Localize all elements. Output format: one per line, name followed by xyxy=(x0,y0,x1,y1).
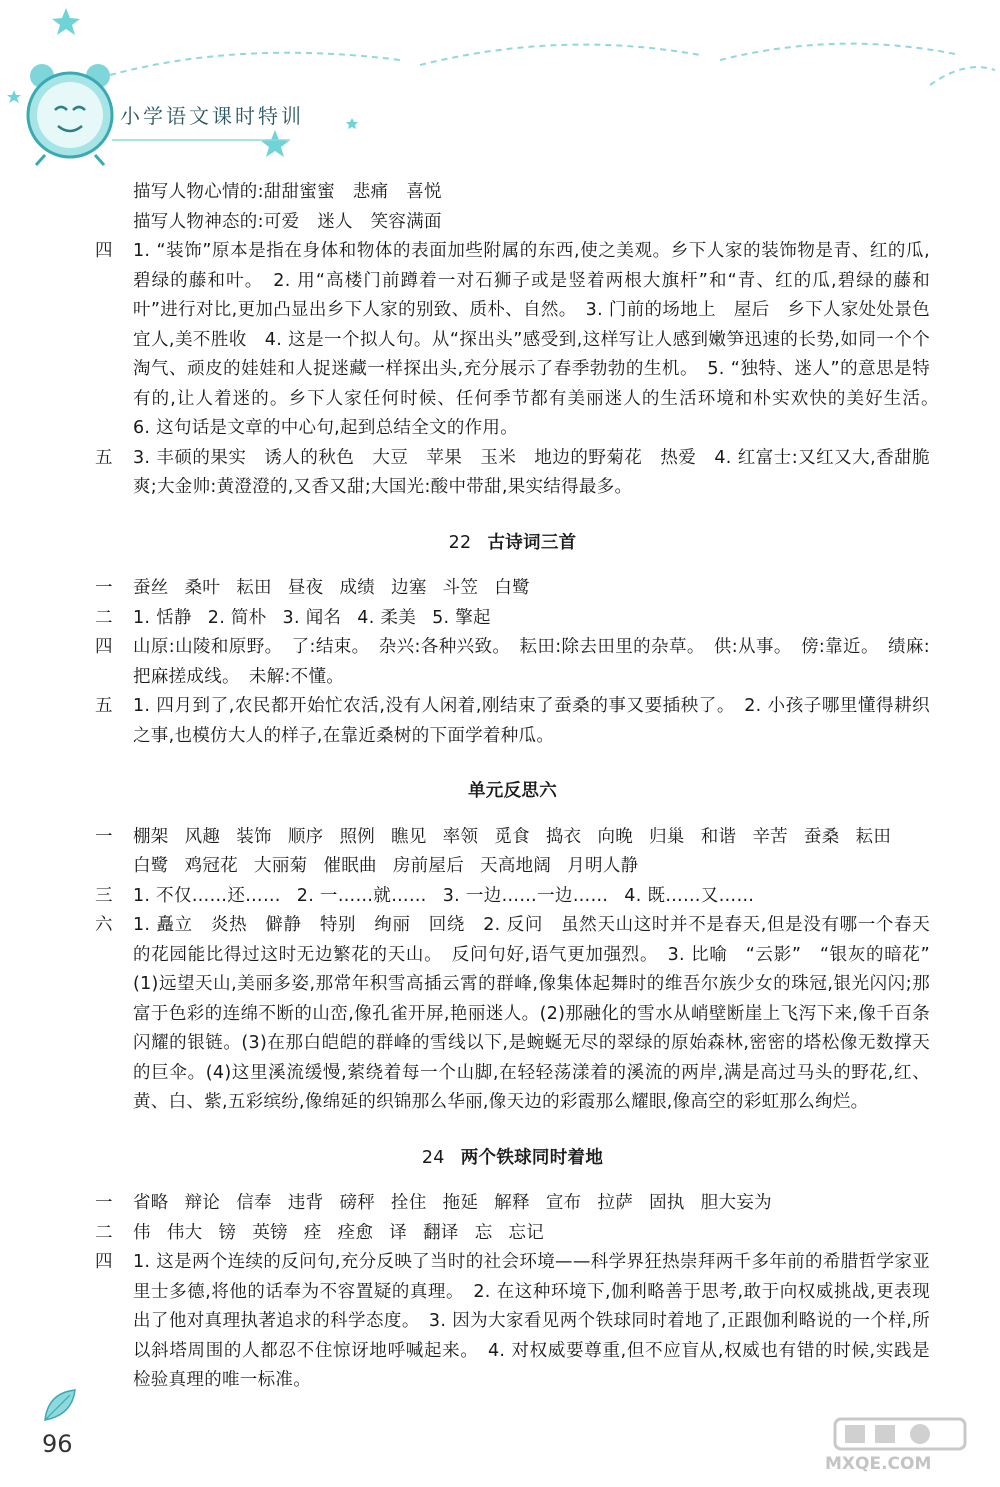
watermark-text: MXQE.COM xyxy=(825,1454,932,1474)
page-number: 96 xyxy=(42,1430,73,1458)
word-item: 月明人静 xyxy=(567,856,639,876)
word-list xyxy=(133,882,930,912)
word-item: 边塞 xyxy=(391,578,427,598)
watermark xyxy=(815,1415,990,1479)
word-item: 昼夜 xyxy=(287,578,324,598)
word-item: 宣布 xyxy=(545,1193,582,1213)
star-icon xyxy=(7,90,21,103)
word-item: 天高地阔 xyxy=(480,856,552,876)
answer-block xyxy=(95,237,948,444)
word-list xyxy=(133,574,930,604)
word-item: 白鹭 xyxy=(494,578,530,598)
question-number: 六 xyxy=(95,915,113,935)
word-item: 拖延 xyxy=(442,1193,479,1213)
word-item: 翻译 xyxy=(423,1222,459,1243)
word-item: 固执 xyxy=(649,1193,685,1213)
word-item: 和谐 xyxy=(700,826,737,847)
word-item: 拴住 xyxy=(391,1193,427,1213)
star-icon xyxy=(346,118,358,129)
word-list xyxy=(133,823,930,882)
word-item: 5. 擎起 xyxy=(432,607,491,628)
answer-text: 1. “装饰”原本是指在身体和物体的表面加些附属的东西,使之美观。乡下人家的装饰物是青、红的瓜,碧绿的藤和叶。 2. 用“高楼门前蹲着一对石狮子或是竖着两根大旗杆”和“青、红的瓜,碧绿的藤和叶”进行对比,更加凸显出乡下人家的别致、质朴、自然。 3. 门前的场地上 屋后 乡下人家处处景色宜人,美不胜收 4. 这是一个拟人句。从“探出头”感受到,这样写让人感到嫩笋迅速的长势,如同一个个淘气、顽皮的娃娃和人捉迷藏一样探出头,充分展示了春季勃勃的生机。 5. “独特、迷人”的意思是特有的,让人着迷的。乡下人家任何时候、任何季节都有美丽迷人的生活环境和朴实欢快的美好生活。 6. 这句话是文章的中心句,起到总结全文的作用。 xyxy=(133,241,948,438)
word-item: 瞧见 xyxy=(391,826,427,847)
word-item: 斗笠 xyxy=(442,578,479,598)
question-number: 三 xyxy=(95,885,113,906)
word-item: 忘 xyxy=(474,1222,493,1243)
word-item: 装饰 xyxy=(236,826,272,847)
word-item: 译 xyxy=(389,1222,408,1243)
question-number: 一 xyxy=(95,578,113,598)
word-item: 2. 简朴 xyxy=(207,607,267,628)
leaf-icon xyxy=(40,1385,80,1425)
word-list xyxy=(133,1189,930,1219)
word-item: 忘记 xyxy=(508,1222,545,1243)
word-item: 蚕桑 xyxy=(803,826,840,847)
word-item: 房前屋后 xyxy=(392,856,465,876)
answer-block xyxy=(95,574,930,604)
answer-block xyxy=(95,444,930,503)
book-title: 小学语文课时特训 xyxy=(120,104,304,128)
answer-text: 山原:山陵和原野。 了:结束。 杂兴:各种兴致。 耘田:除去田里的杂草。 供:从事。 傍:靠近。 绩麻:把麻搓成线。 未解:不懂。 xyxy=(133,637,930,687)
word-item: 1. 恬静 xyxy=(133,607,192,628)
word-item: 归巢 xyxy=(649,826,685,847)
header-swoosh xyxy=(420,45,700,65)
word-line xyxy=(133,852,930,882)
lesson-number: 22 xyxy=(448,532,472,553)
question-number: 四 xyxy=(95,637,113,657)
word-item: 成绩 xyxy=(339,578,376,598)
word-item: 伟 xyxy=(133,1222,151,1243)
question-number: 四 xyxy=(95,241,113,261)
intro-line: 描写人物心情的:甜甜蜜蜜 悲痛 喜悦 xyxy=(133,182,442,202)
word-item: 英镑 xyxy=(252,1222,288,1243)
watermark-logo-icon xyxy=(815,1415,990,1475)
question-number: 四 xyxy=(95,1252,113,1272)
clock-mascot-icon xyxy=(28,64,112,165)
header-decoration xyxy=(0,0,1000,170)
word-item: 辛苦 xyxy=(752,826,788,847)
question-number: 五 xyxy=(95,447,113,468)
word-item: 省略 xyxy=(133,1193,169,1213)
section-title xyxy=(95,529,930,559)
word-item: 1. 不仅……还…… xyxy=(133,885,281,906)
word-item: 觅食 xyxy=(494,826,530,847)
word-item: 3. 一边……一边…… xyxy=(442,885,609,906)
word-item: 蚕丝 xyxy=(133,578,169,598)
word-item: 向晚 xyxy=(597,826,634,847)
word-item: 4. 柔美 xyxy=(357,607,417,628)
word-item: 胆大妄为 xyxy=(700,1193,772,1213)
answer-block xyxy=(95,823,930,882)
word-item: 违背 xyxy=(287,1193,324,1213)
intro-line: 描写人物神态的:可爱 迷人 笑容满面 xyxy=(133,211,442,232)
word-item: 拉萨 xyxy=(597,1193,634,1213)
lesson-number: 24 xyxy=(421,1147,445,1168)
answer-block xyxy=(95,604,930,634)
star-icon xyxy=(261,130,289,157)
word-item: 痊 xyxy=(303,1222,322,1243)
word-item: 捣衣 xyxy=(545,826,582,847)
answer-block xyxy=(95,633,930,692)
section-title xyxy=(95,1144,930,1174)
page-header xyxy=(0,0,1000,170)
word-list xyxy=(133,1219,930,1249)
word-item: 风趣 xyxy=(184,826,221,847)
word-item: 磅秤 xyxy=(339,1193,376,1213)
answer-text: 1. 矗立 炎热 僻静 特别 绚丽 回绕 2. 反问 虽然天山这时并不是春天,但是没有哪一个春天的花园能比得过这时无边繁花的天山。 反问句好,语气更加强烈。 3. 比喻 “云影” “银灰的暗花” (1)远望天山,美丽多姿,那常年积雪高插云霄的群峰,像集体起舞时的维吾尔族少女的珠冠,银光闪闪;那富于色彩的连绵不断的山峦,像孔雀开屏,艳丽迷人。(2)那融化的雪水从峭壁断崖上飞泻下来,像千百条闪耀的银链。(3)在那白皑皑的群峰的雪线以下,是蜿蜒无尽的翠绿的原始森林,密密的塔松像无数撑天的巨伞。(4)这里溪流缓慢,萦绕着每一个山脚,在轻轻荡漾着的溪流的两岸,满是高过马头的野花,红、黄、白、紫,五彩缤纷,像绵延的织锦那么华丽,像天边的彩霞那么耀眼,像高空的彩虹那么绚烂。 xyxy=(133,915,948,1112)
word-item: 镑 xyxy=(218,1222,237,1243)
star-icon xyxy=(52,8,80,35)
question-number: 二 xyxy=(95,607,113,628)
answer-text: 1. 四月到了,农民都开始忙农活,没有人闲着,刚结束了蚕桑的事又要插秧了。 2. 小孩子哪里懂得耕织之事,也模仿大人的样子,在靠近桑树的下面学着种瓜。 xyxy=(133,696,930,746)
word-item: 辩论 xyxy=(184,1193,221,1213)
word-item: 催眠曲 xyxy=(323,856,377,876)
word-item: 信奉 xyxy=(236,1193,272,1213)
word-item: 4. 既……又…… xyxy=(624,885,755,906)
word-item: 棚架 xyxy=(133,826,169,847)
word-item: 痊愈 xyxy=(337,1222,374,1243)
question-number: 二 xyxy=(95,1222,113,1243)
answer-text: 1. 这是两个连续的反问句,充分反映了当时的社会环境——科学界狂热崇拜两千多年前的希腊哲学家亚里士多德,将他的话奉为不容置疑的真理。 2. 在这种环境下,伽利略善于思考,敢于向权威挑战,更表现出了他对真理执著追求的科学态度。 3. 因为大家看见两个铁球同时着地了,正跟伽利略说的一个样,所以斜塔周围的人都忍不住惊讶地呼喊起来。 4. 对权威要尊重,但不应盲从,权威也有错的时候,实践是检验真理的唯一标准。 xyxy=(133,1252,930,1390)
question-number: 一 xyxy=(95,1193,113,1213)
word-item: 顺序 xyxy=(287,826,324,847)
word-item: 桑叶 xyxy=(184,578,221,598)
word-item: 耘田 xyxy=(236,578,272,598)
word-item: 2. 一……就…… xyxy=(296,885,427,906)
lesson-title: 古诗词三首 xyxy=(487,532,577,553)
word-item: 率领 xyxy=(442,826,479,847)
answer-block xyxy=(95,1189,930,1219)
answer-text: 3. 丰硕的果实 诱人的秋色 大豆 苹果 玉米 地边的野菊花 热爱 4. 红富士:又红又大,香甜脆爽;大金帅:黄澄澄的,又香又甜;大国光:酸中带甜,果实结得最多。 xyxy=(133,447,930,497)
question-number: 五 xyxy=(95,696,113,716)
question-number: 一 xyxy=(95,826,113,847)
word-item: 3. 闻名 xyxy=(282,607,342,628)
answer-block xyxy=(95,911,948,1118)
word-item: 白鹭 xyxy=(133,856,169,876)
word-item: 鸡冠花 xyxy=(184,856,239,876)
word-item: 照例 xyxy=(339,826,376,847)
header-swoosh xyxy=(110,53,400,75)
word-item: 解释 xyxy=(494,1193,530,1213)
lesson-title: 两个铁球同时着地 xyxy=(460,1147,604,1168)
answer-content xyxy=(95,178,948,1396)
answer-block xyxy=(95,882,930,912)
answer-block xyxy=(95,1219,930,1249)
word-list xyxy=(133,604,930,634)
word-item: 伟大 xyxy=(166,1222,203,1243)
header-swoosh xyxy=(720,44,960,60)
header-swoosh xyxy=(930,67,995,85)
word-item: 耘田 xyxy=(855,826,892,847)
section-title: 单元反思六 xyxy=(468,781,557,801)
word-line xyxy=(133,823,930,853)
answer-block xyxy=(95,1248,930,1396)
word-item: 大丽菊 xyxy=(254,856,308,876)
answer-block xyxy=(95,692,930,751)
